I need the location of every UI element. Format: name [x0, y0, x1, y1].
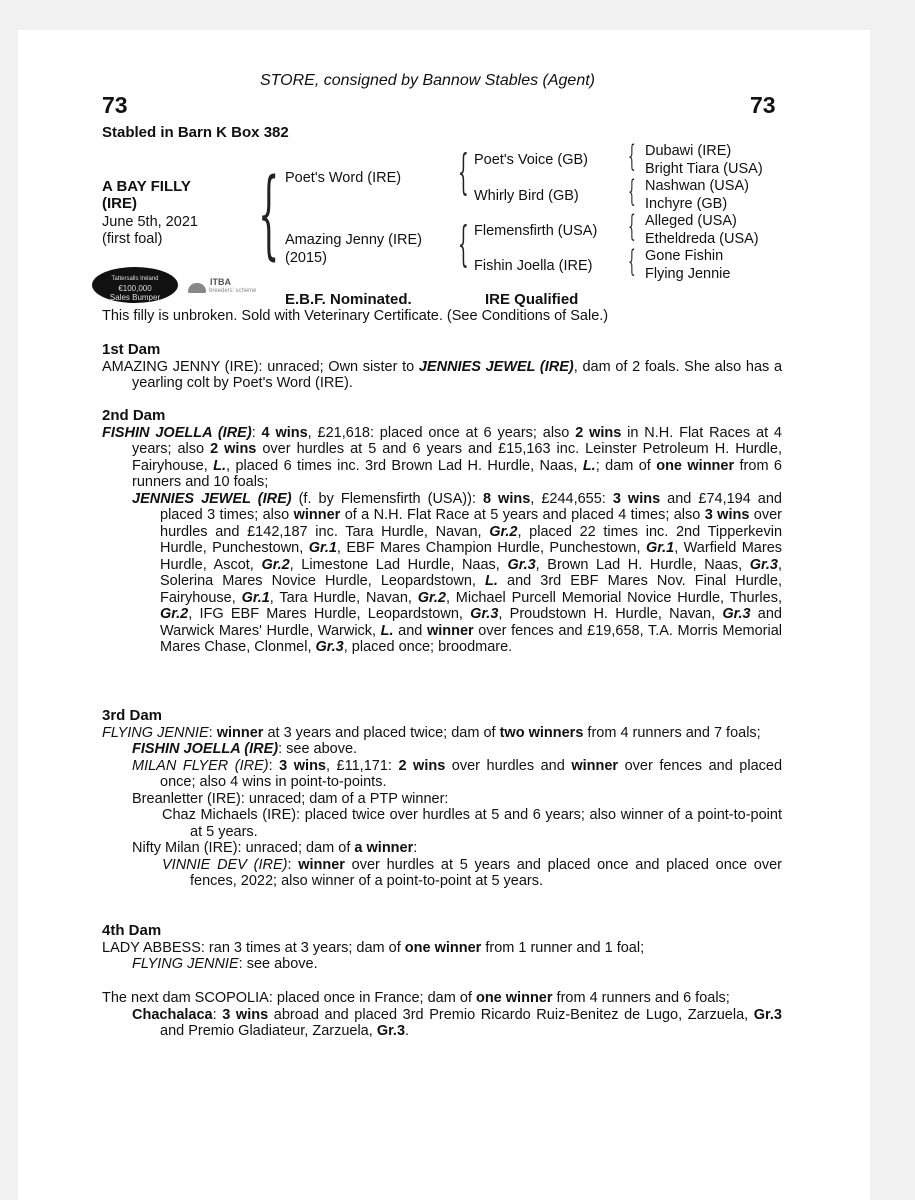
text: :	[251, 424, 262, 441]
pedigree-sire-sire: Poet's Voice (GB)	[474, 152, 588, 168]
grade-tag: L.	[485, 573, 498, 589]
horse-name-line2: (IRE)	[102, 195, 137, 212]
consignor-line: STORE, consigned by Bannow Stables (Agent)	[260, 72, 595, 89]
pedigree-g5: Alleged (USA)	[645, 213, 737, 229]
text: :	[287, 856, 299, 873]
grade-tag: Gr.2	[417, 589, 446, 606]
text: , Solerina Mares Novice Hurdle, Leopardstown,	[160, 556, 782, 589]
text: and Premio Gladiateur, Zarzuela,	[160, 1023, 377, 1039]
text: : see above.	[278, 741, 358, 757]
horse-name: VINNIE DEV (IRE)	[162, 856, 288, 873]
lot-number-right: 73	[750, 92, 776, 118]
text: , placed once; broodmare.	[343, 639, 513, 655]
bold-text: 3 wins	[222, 1006, 269, 1023]
bold-text: winner	[426, 622, 474, 639]
pedigree-g4: Inchyre (GB)	[645, 196, 728, 212]
chachalaca-entry	[102, 1007, 782, 1040]
chaz-michaels-entry: Chaz Michaels (IRE): placed twice over hurdles at 5 and 6 years; also winner of a point-to-point at 5 years.	[162, 807, 782, 840]
grade-tag: Gr.1	[308, 540, 337, 556]
bold-text: 2 wins	[398, 757, 446, 774]
text: over hurdles at 5 and 6 years and £15,163 inc. Leinster Petroleum H. Hurdle, Fairyhouse,	[132, 441, 782, 474]
text: (f. by Flemensfirth (USA)):	[291, 490, 483, 507]
pedigree-g2: Bright Tiara (USA)	[645, 161, 763, 177]
text: from 4 runners and 7 foals;	[583, 724, 761, 741]
grade-tag: Gr.3	[315, 639, 344, 655]
text: ; dam of	[595, 457, 657, 474]
text: and	[393, 622, 427, 639]
pedigree-brace-g2: {	[628, 174, 636, 209]
pedigree-brace-dam: {	[458, 216, 469, 272]
text: over hurdles and	[445, 757, 572, 774]
section-heading: 2nd Dam	[102, 407, 166, 424]
grade-tag: Gr.3	[507, 556, 536, 573]
itba-logo-text: ITBA	[210, 277, 231, 287]
horse-name: FISHIN JOELLA (IRE)	[102, 424, 252, 441]
text: abroad and placed 3rd Premio Ricardo Ruiz-Benitez de Lugo, Zarzuela,	[268, 1006, 754, 1023]
pedigree-sire-dam: Whirly Bird (GB)	[474, 188, 579, 204]
section-heading: 1st Dam	[102, 341, 161, 358]
third-dam-entry	[102, 725, 782, 742]
pedigree-dam-dam: Fishin Joella (IRE)	[474, 258, 593, 274]
bold-text: 2 wins	[575, 424, 622, 441]
text: :	[208, 724, 217, 741]
grade-tag: Gr.1	[241, 589, 270, 606]
grade-tag: Gr.3	[753, 1006, 782, 1023]
text: from 1 runner and 1 foal;	[481, 939, 645, 956]
text: :	[268, 757, 280, 774]
bold-text: winner	[293, 507, 341, 523]
grade-tag: Gr.3	[376, 1023, 406, 1039]
horse-name: Chachalaca	[132, 1006, 213, 1023]
bold-text: one winner	[404, 939, 482, 956]
milan-flyer-entry	[102, 758, 782, 791]
pedigree-sire: Poet's Word (IRE)	[285, 170, 402, 186]
grade-tag: Gr.2	[261, 556, 290, 573]
pedigree-g8: Flying Jennie	[645, 266, 731, 282]
text: , Brown Lad H. Hurdle, Naas,	[535, 556, 750, 573]
text: AMAZING JENNY (IRE): unraced; Own sister to	[102, 358, 419, 375]
bold-text: winner	[571, 757, 619, 774]
bold-text: 2 wins	[210, 441, 257, 457]
text: , £244,655:	[530, 490, 613, 507]
text: over fences and placed once; also 4 wins in point-to-points.	[160, 757, 783, 790]
text: over fences and £19,658, T.A. Morris Memorial Mares Chase, Clonmel,	[160, 622, 783, 655]
text: , IFG EBF Mares Hurdle, Leopardstown,	[188, 606, 471, 622]
ire-qualified: IRE Qualified	[485, 291, 579, 308]
bold-text: 3 wins	[704, 507, 750, 523]
pedigree-g1: Dubawi (IRE)	[645, 143, 732, 159]
horse-name: MILAN FLYER (IRE)	[132, 757, 269, 774]
text: over hurdles at 5 years and placed once and placed once over fences, 2022; also winner of a point-to-point at 5 years.	[190, 856, 783, 889]
lot-number-left: 73	[102, 92, 128, 118]
text: Nifty Milan (IRE): unraced; dam of	[132, 840, 355, 856]
grade-tag: L.	[380, 622, 394, 639]
text: , Warfield Mares Hurdle, Ascot,	[160, 540, 783, 573]
text: , £21,618: placed once at 6 years; also	[307, 424, 576, 441]
grade-tag: Gr.3	[722, 606, 751, 622]
pedigree-brace-g4: {	[628, 244, 636, 279]
text: from 4 runners and 6 foals;	[552, 990, 730, 1006]
grade-tag: Gr.2	[489, 523, 518, 540]
itba-logo-mark	[188, 283, 206, 293]
section-heading: 3rd Dam	[102, 707, 163, 724]
bold-text: two winners	[499, 724, 584, 741]
text: in N.H. Flat Races at 4 years; also	[132, 424, 782, 457]
pedigree-g7: Gone Fishin	[645, 248, 724, 264]
text: , Tara Hurdle, Navan,	[269, 589, 418, 606]
text: , dam of 2 foals. She also has a yearling colt by Poet's Word (IRE).	[132, 358, 783, 391]
itba-logo-subtext: breeders' scheme	[209, 288, 257, 294]
bold-text: one winner	[475, 990, 553, 1006]
bold-text: one winner	[656, 457, 735, 474]
horse-name: FLYING JENNIE	[102, 724, 209, 741]
fishin-joella-entry	[102, 741, 782, 758]
vinnie-dev-entry	[102, 857, 782, 890]
text: , Michael Purcell Memorial Novice Hurdle, Thurles,	[445, 589, 782, 606]
horse-name: FLYING JENNIE	[132, 956, 239, 972]
badge-line3: Sales Bumper	[109, 293, 161, 302]
text: and Warwick Mares' Hurdle, Warwick,	[160, 606, 782, 639]
flying-jennie-entry	[102, 956, 782, 973]
pedigree-g3: Nashwan (USA)	[645, 178, 749, 194]
text: The next dam SCOPOLIA: placed once in France; dam of	[102, 990, 476, 1006]
text: and £74,194 and placed 3 times; also	[160, 490, 782, 523]
bold-text: 3 wins	[612, 490, 661, 507]
bold-text: winner	[298, 856, 345, 873]
text: :	[212, 1006, 223, 1023]
foal-note: (first foal)	[102, 231, 163, 247]
first-dam-entry	[102, 359, 782, 392]
second-dam-section	[102, 408, 782, 656]
text: , EBF Mares Champion Hurdle, Punchestown,	[336, 540, 646, 556]
text: , placed 22 times inc. 2nd Tipperkevin Hurdle, Punchestown,	[160, 523, 783, 556]
first-dam-section	[102, 342, 782, 392]
bold-text: 8 wins	[482, 490, 531, 507]
badge-line2: €100,000	[118, 284, 152, 293]
bold-text: 3 wins	[279, 757, 326, 774]
stabling-info: Stabled in Barn K Box 382	[102, 124, 289, 141]
horse-name: JENNIES JEWEL (IRE)	[132, 490, 292, 507]
sale-conditions: This filly is unbroken. Sold with Veterinary Certificate. (See Conditions of Sale.)	[102, 308, 609, 324]
text: from 6 runners and 10 foals;	[132, 457, 782, 490]
fourth-dam-section	[102, 923, 782, 973]
listed-tag: L.	[213, 457, 227, 474]
bold-text: a winner	[354, 840, 414, 856]
pedigree-dam-sire: Flemensfirth (USA)	[474, 223, 598, 239]
ebf-nominated: E.B.F. Nominated.	[285, 291, 412, 308]
horse-name-line1: A BAY FILLY	[102, 178, 191, 195]
text: :	[413, 840, 418, 856]
text: of a N.H. Flat Race at 5 years and placed 4 times; also	[340, 507, 705, 523]
grade-tag: Gr.2	[160, 606, 189, 622]
jennies-jewel-entry	[102, 491, 782, 656]
badge-line1: Tattersalls Ireland	[111, 276, 159, 282]
bold-text: winner	[216, 724, 264, 741]
text: LADY ABBESS: ran 3 times at 3 years; dam of	[102, 939, 405, 956]
grade-tag: Gr.3	[749, 556, 778, 573]
pedigree-g6: Etheldreda (USA)	[645, 231, 759, 247]
fourth-dam-entry	[102, 940, 782, 957]
pedigree-brace-sire: {	[458, 144, 469, 200]
text: : see above.	[238, 956, 318, 972]
horse-name: JENNIES JEWEL (IRE)	[418, 358, 574, 375]
text: , placed 6 times inc. 3rd Brown Lad H. Hurdle, Naas,	[226, 457, 583, 474]
text: over hurdles and £142,187 inc. Tara Hurdle, Navan,	[160, 507, 782, 540]
pedigree-brace-g3: {	[628, 209, 636, 244]
listed-tag: L.	[582, 457, 596, 474]
pedigree-brace-g1: {	[628, 139, 636, 174]
text: and 3rd EBF Mares Nov. Final Hurdle, Fairyhouse,	[160, 573, 782, 606]
pedigree-brace-main: {	[258, 158, 280, 270]
sales-bumper-logo	[92, 267, 178, 303]
section-heading: 4th Dam	[102, 922, 162, 939]
second-dam-entry	[102, 425, 782, 491]
text: , Proudstown H. Hurdle, Navan,	[498, 606, 723, 622]
grade-tag: Gr.3	[470, 606, 499, 622]
third-dam-section	[102, 708, 782, 890]
breanletter-entry: Breanletter (IRE): unraced; dam of a PTP winner:	[132, 790, 449, 807]
text: at 3 years and placed twice; dam of	[263, 724, 500, 741]
grade-tag: Gr.1	[645, 540, 675, 556]
pedigree-dam: Amazing Jenny (IRE)	[285, 232, 422, 248]
text: , Limestone Lad Hurdle, Naas,	[289, 556, 508, 573]
foaling-date: June 5th, 2021	[102, 214, 198, 230]
next-dam-section	[102, 990, 782, 1040]
nifty-milan-entry	[102, 840, 782, 857]
pedigree-dam-year: (2015)	[285, 250, 327, 266]
bold-text: 4 wins	[261, 424, 308, 441]
text: .	[405, 1023, 410, 1039]
next-dam-entry	[102, 990, 782, 1007]
text: , £11,171:	[326, 757, 399, 774]
horse-name: FISHIN JOELLA (IRE)	[132, 741, 279, 757]
